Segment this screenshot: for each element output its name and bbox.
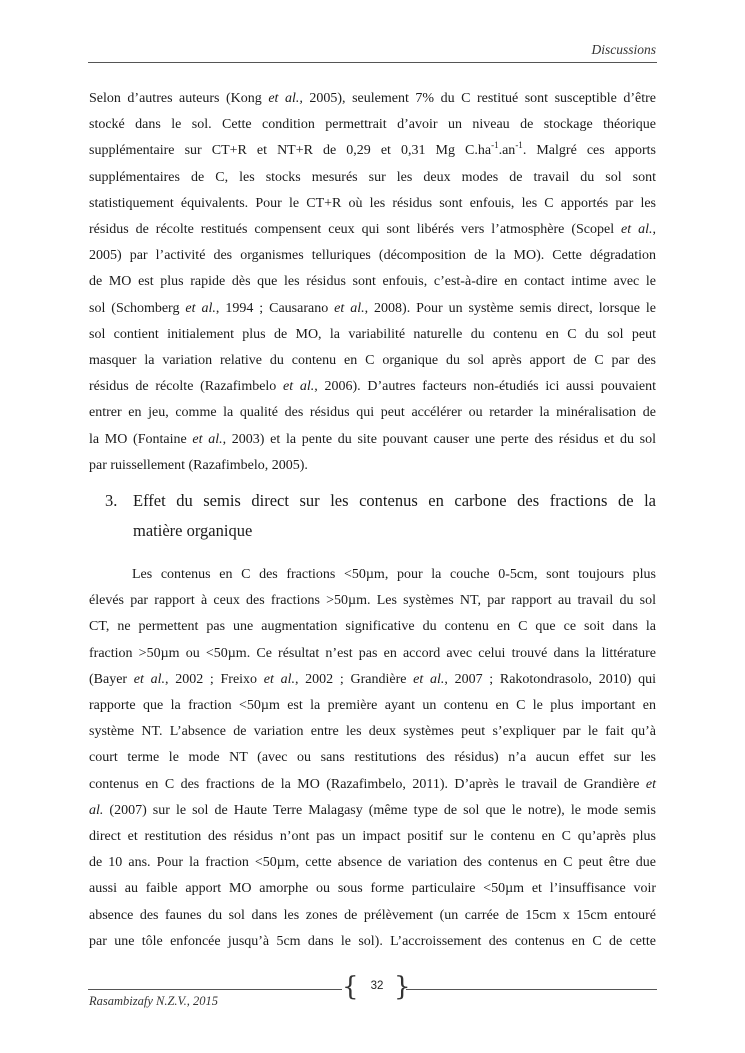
text-line: élevés par rapport à ceux des fractions >50µm. Les systèmes NT, par rapport au travail du sol xyxy=(89,593,656,609)
text-line: supplémentaires de C, les stocks mesurés sur les deux modes de travail du sol sont xyxy=(89,169,656,185)
section-heading-number: 3. xyxy=(105,491,118,510)
text-line: par une tôle enfoncée jusqu’à 5cm dans le sol). L’accroissement des contenus en C de cette xyxy=(89,933,656,949)
text-line: Les contenus en C des fractions <50µm, pour la couche 0-5cm, sont toujours plus xyxy=(132,567,656,582)
text-line: la MO (Fontaine et al., 2003) et la pente du site pouvant causer une perte des résidus et du sol xyxy=(89,431,656,447)
section-heading xyxy=(105,486,656,546)
heading-line: Effet du semis direct sur les contenus en carbone des fractions de la xyxy=(133,491,656,510)
text-line: 2005) par l’activité des organismes telluriques (décomposition de la MO). Cette dégradation xyxy=(89,248,656,264)
header-rule xyxy=(88,62,657,63)
text-line: sol (Schomberg et al., 1994 ; Causarano et al., 2008). Pour un système semis direct, lorsque le xyxy=(89,300,657,316)
text-line: statistiquement équivalents. Pour le CT+R où les résidus sont enfouis, les C apportés par les xyxy=(89,195,656,211)
text-line: rapporte que la fraction <50µm est la première ayant un contenu en C le plus important en xyxy=(89,698,656,714)
paragraph-1 xyxy=(89,86,656,479)
section-heading-text xyxy=(133,486,656,546)
text-line: fraction >50µm ou <50µm. Ce résultat n’est pas en accord avec celui trouvé dans la littérature xyxy=(89,645,656,661)
text-line: aussi au faible apport MO amorphe ou sous forme particulaire <50µm et l’insuffisance voir xyxy=(89,881,656,897)
page-number: 32 xyxy=(370,980,384,992)
text-line: stocké dans le sol. Cette condition permettrait d’avoir un niveau de stockage théorique xyxy=(89,117,656,133)
text-line: de 10 ans. Pour la fraction <50µm, cette absence de variation des contenus en C peut être due xyxy=(89,855,656,871)
running-header-title: Discussions xyxy=(591,42,656,57)
text-line: système NT. L’absence de variation entre les deux systèmes peut s’expliquer par le fait qu’à xyxy=(89,724,656,740)
footer-author: Rasambizafy N.Z.V., 2015 xyxy=(89,994,218,1008)
paragraph-2 xyxy=(89,562,656,955)
right-brace-icon: } xyxy=(394,972,411,1002)
text-line: résidus de récolte (Razafimbelo et al., 2006). D’autres facteurs non-étudiés ici aussi pouvaient xyxy=(89,379,656,395)
heading-line: matière organique xyxy=(133,521,253,540)
text-line: contenus en C des fractions de la MO (Razafimbelo, 2011). D’après le travail de Grandière et xyxy=(89,776,656,792)
text-line: résidus de récolte restitués compensent ceux qui sont libérés vers l’atmosphère (Scopel et al., xyxy=(89,222,656,238)
footer-rule-left xyxy=(88,989,342,990)
text-line: al. (2007) sur le sol de Haute Terre Malagasy (même type de sol que le notre), le mode semis xyxy=(89,802,656,818)
text-line: entrer en jeu, comme la qualité des résidus qui peut accélérer ou retarder la minéralisation de xyxy=(89,405,656,421)
text-line: par ruissellement (Razafimbelo, 2005). xyxy=(89,457,308,473)
text-line: Selon d’autres auteurs (Kong et al., 2005), seulement 7% du C restitué sont susceptible d’être xyxy=(89,91,656,106)
text-line: absence des faunes du sol dans les zones de prélèvement (un carrée de 15cm x 15cm entouré xyxy=(89,907,656,923)
footer-rule-right xyxy=(406,989,657,990)
text-line: court terme le mode NT (avec ou sans restitutions des résidus) n’a aucun effet sur les xyxy=(89,750,656,766)
text-line: (Bayer et al., 2002 ; Freixo et al., 2002 ; Grandière et al., 2007 ; Rakotondrasolo, 2010) qui xyxy=(89,671,656,687)
text-line: masquer la variation relative du contenu en C organique du sol après apport de C par des xyxy=(89,353,656,369)
text-line: direct et restitution des résidus n’ont pas un impact positif sur le contenu en C qu’après plus xyxy=(89,829,656,845)
left-brace-icon: { xyxy=(342,972,359,1002)
text-line: de MO est plus rapide dès que les résidus sont enfouis, c’est-à-dire en contact intime avec le xyxy=(89,274,656,290)
text-line: CT, ne permettent pas une augmentation significative du contenu en C que ce soit dans la xyxy=(89,619,656,635)
text-line: supplémentaire sur CT+R et NT+R de 0,29 et 0,31 Mg $C.ha^{-1}.an^{-1}$. Malgré ces apports xyxy=(89,139,656,159)
text-line: sol contient initialement plus de MO, la variabilité naturelle du contenu en C du sol peut xyxy=(89,326,656,342)
